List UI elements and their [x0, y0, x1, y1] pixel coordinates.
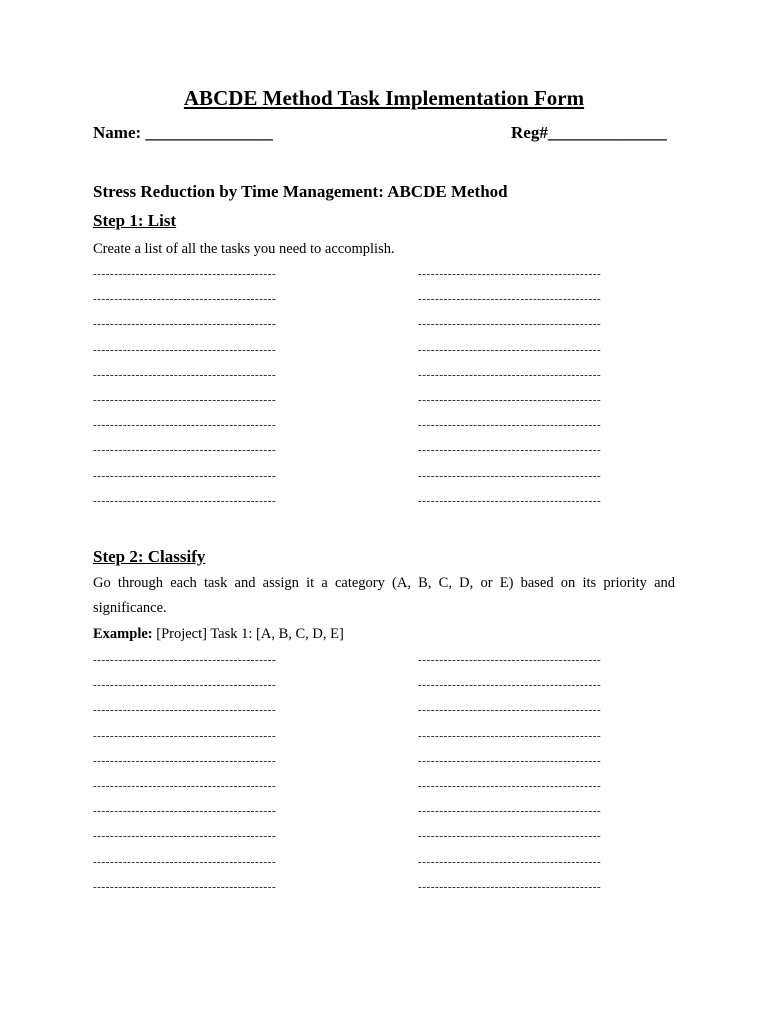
step2-line[interactable]: -------------------------------------------	[418, 754, 602, 767]
step2-line[interactable]: -------------------------------------------	[93, 780, 277, 792]
step1-line[interactable]: -------------------------------------------	[93, 343, 277, 356]
step1-heading: Step 1: List	[93, 211, 177, 230]
step1-line[interactable]: -------------------------------------------	[418, 293, 602, 306]
step2-line[interactable]: -------------------------------------------	[418, 679, 602, 692]
form-title: ABCDE Method Task Implementation Form	[183, 86, 585, 110]
step1-line[interactable]: -------------------------------------------	[418, 394, 602, 406]
step2-line[interactable]: -------------------------------------------	[418, 704, 602, 717]
step1-line[interactable]: -------------------------------------------	[418, 368, 602, 381]
step1-line[interactable]: -------------------------------------------	[418, 343, 602, 356]
step2-instruction: Go through each task and assign it a category (A, B, C, D, or E) based on its priority and significance.	[93, 575, 675, 616]
step2-line[interactable]: -------------------------------------------	[418, 830, 602, 843]
step2-heading: Step 2: Classify	[93, 547, 206, 566]
step2-line[interactable]: -------------------------------------------	[418, 780, 602, 792]
step2-line[interactable]: -------------------------------------------	[93, 654, 277, 666]
reg-field[interactable]	[511, 123, 667, 143]
reg-label: Reg#	[511, 123, 548, 142]
step2-line[interactable]: -------------------------------------------	[93, 754, 277, 767]
step1-line[interactable]: -------------------------------------------	[418, 419, 602, 432]
reg-blank[interactable]: ______________	[547, 123, 667, 142]
step2-line[interactable]: -------------------------------------------	[418, 805, 602, 818]
step2-example	[93, 626, 344, 643]
step1-line[interactable]: -------------------------------------------	[93, 293, 277, 306]
step2-line[interactable]: -------------------------------------------	[93, 855, 277, 868]
step1-line[interactable]: -------------------------------------------	[418, 494, 602, 507]
step1-line[interactable]: -------------------------------------------	[93, 494, 277, 507]
step1-line[interactable]: -------------------------------------------	[93, 268, 277, 280]
step1-line[interactable]: -------------------------------------------	[418, 469, 602, 482]
name-label: Name:	[93, 123, 142, 142]
step1-line[interactable]: -------------------------------------------	[418, 318, 602, 331]
step1-line[interactable]: -------------------------------------------	[93, 419, 277, 432]
step2-line[interactable]: -------------------------------------------	[418, 855, 602, 868]
name-blank[interactable]: _______________	[145, 123, 273, 142]
step1-line[interactable]: -------------------------------------------	[93, 368, 277, 381]
step1-line[interactable]: -------------------------------------------	[93, 394, 277, 406]
step2-line[interactable]: -------------------------------------------	[93, 704, 277, 717]
intro-heading: Stress Reduction by Time Management: ABCDE Method	[93, 182, 508, 201]
example-text: [Project] Task 1: [A, B, C, D, E]	[152, 626, 344, 642]
step2-line[interactable]: -------------------------------------------	[93, 679, 277, 692]
step1-line[interactable]: -------------------------------------------	[93, 469, 277, 482]
step2-line[interactable]: -------------------------------------------	[418, 654, 602, 666]
step2-line[interactable]: -------------------------------------------	[418, 729, 602, 742]
step2-line[interactable]: -------------------------------------------	[93, 805, 277, 818]
step2-line[interactable]: -------------------------------------------	[93, 729, 277, 742]
step1-line[interactable]: -------------------------------------------	[418, 268, 602, 280]
name-field[interactable]	[93, 123, 273, 143]
step2-line[interactable]: -------------------------------------------	[418, 880, 602, 893]
step2-line[interactable]: -------------------------------------------	[93, 880, 277, 893]
step2-line[interactable]: -------------------------------------------	[93, 830, 277, 843]
step1-instruction: Create a list of all the tasks you need to accomplish.	[93, 241, 395, 257]
step1-line[interactable]: -------------------------------------------	[93, 444, 277, 457]
step1-line[interactable]: -------------------------------------------	[93, 318, 277, 331]
example-label: Example:	[93, 626, 153, 642]
step1-line[interactable]: -------------------------------------------	[418, 444, 602, 457]
